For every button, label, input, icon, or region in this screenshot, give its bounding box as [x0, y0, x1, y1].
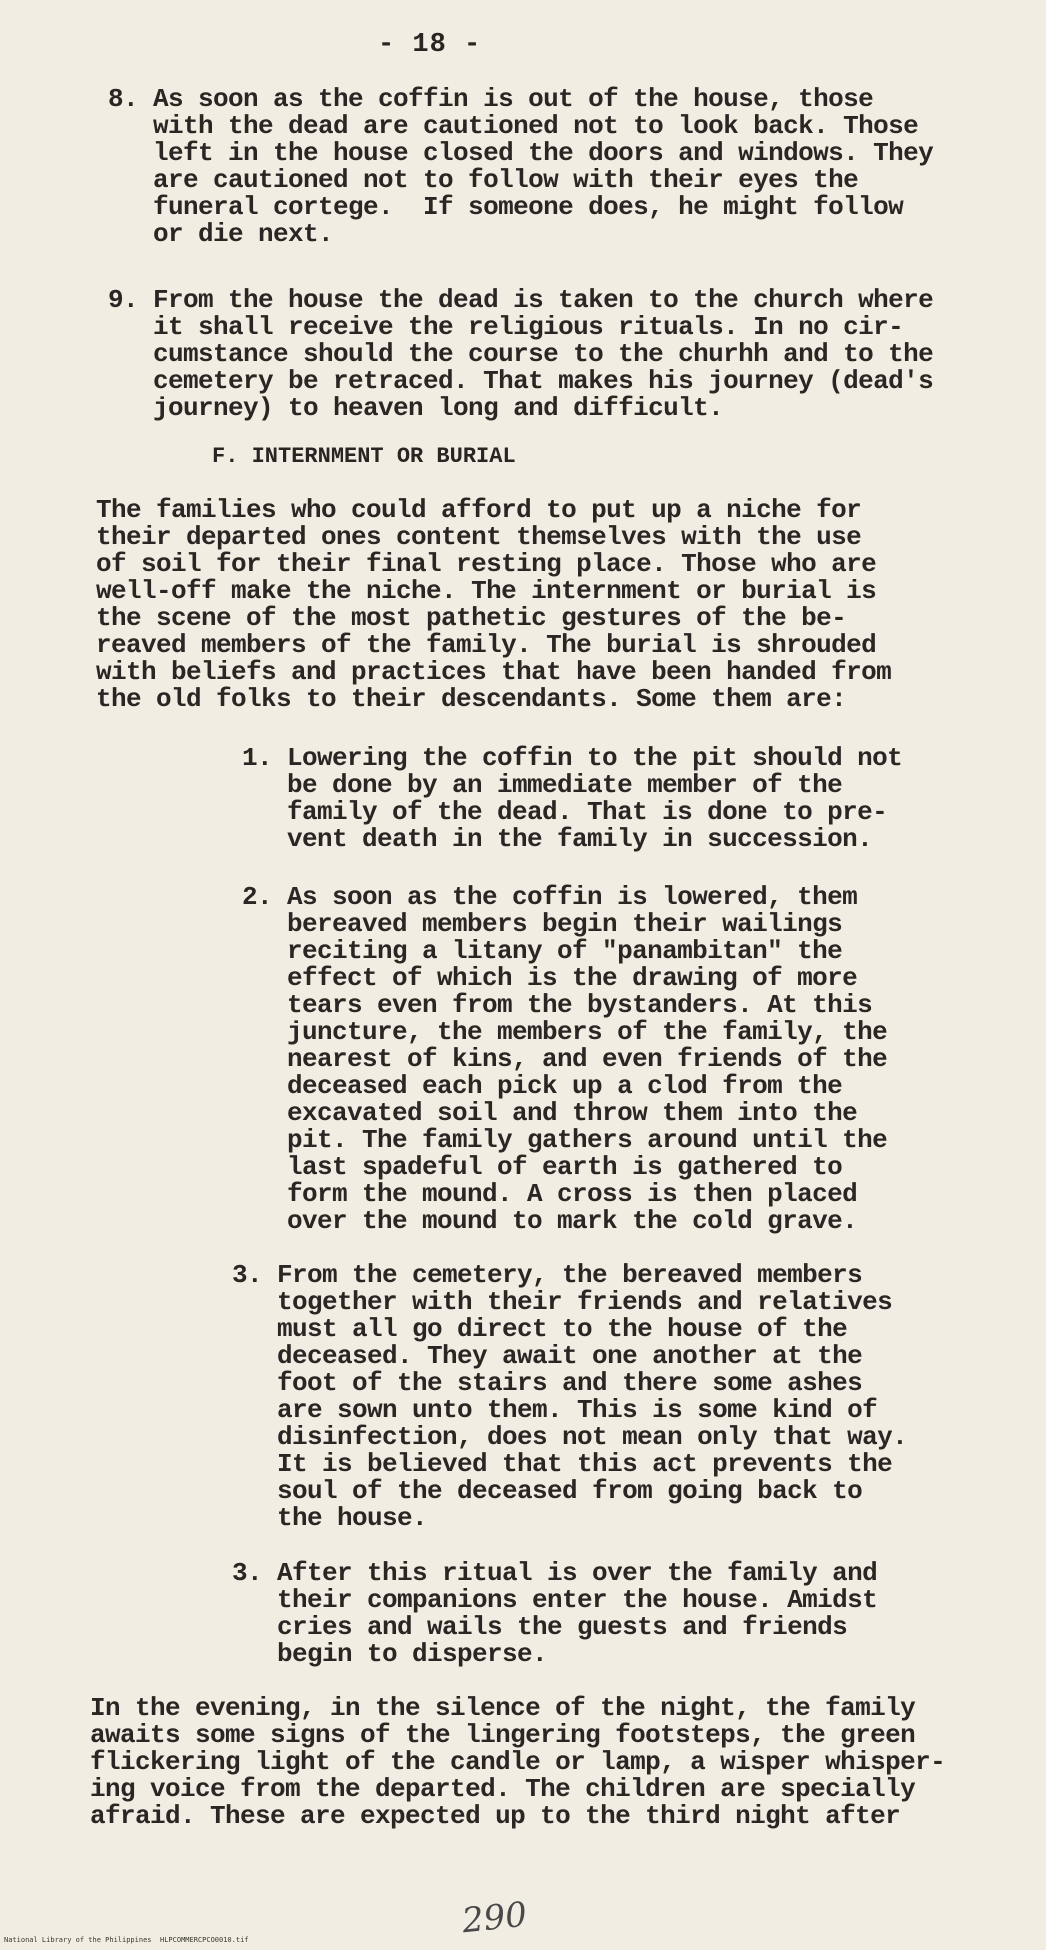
text-line: juncture, the members of the family, the	[242, 1017, 888, 1047]
text-line: their departed ones content themselves with the use	[96, 522, 862, 552]
text-line: well-off make the niche. The internment or burial is	[96, 576, 877, 606]
text-line: or die next.	[108, 219, 334, 249]
text-line: with beliefs and practices that have been handed from	[96, 657, 892, 687]
text-line: 3. From the cemetery, the bereaved members	[232, 1260, 863, 1290]
text-line: are cautioned not to follow with their eyes the	[108, 165, 859, 195]
text-line: begin to disperse.	[232, 1639, 548, 1669]
text-line: reaved members of the family. The burial is shrouded	[96, 630, 877, 660]
text-line: In the evening, in the silence of the night, the family	[90, 1693, 916, 1723]
text-line: 2. As soon as the coffin is lowered, them	[242, 882, 858, 912]
section-heading: F. INTERNMENT OR BURIAL	[212, 444, 516, 469]
text-line: are sown unto them. This is some kind of	[232, 1395, 878, 1425]
footer-library: National Library of the Philippines	[4, 1936, 152, 1944]
text-line: nearest of kins, and even friends of the	[242, 1044, 888, 1074]
text-line: reciting a litany of "panambitan" the	[242, 936, 843, 966]
text-line: cemetery be retraced. That makes his journey (dead's	[108, 366, 934, 396]
text-line: tears even from the bystanders. At this	[242, 990, 873, 1020]
text-line: afraid. These are expected up to the third night after	[90, 1801, 901, 1831]
text-line: with the dead are cautioned not to look back. Those	[108, 111, 919, 141]
text-line: foot of the stairs and there some ashes	[232, 1368, 863, 1398]
text-line: flickering light of the candle or lamp, a wisper whisper-	[90, 1747, 946, 1777]
text-line: left in the house closed the doors and windows. They	[108, 138, 934, 168]
text-line: together with their friends and relatives	[232, 1287, 893, 1317]
footer-filename: HLPCOMMERCPCO0010.tif	[160, 1936, 249, 1944]
text-line: 1. Lowering the coffin to the pit should not	[242, 743, 903, 773]
text-line: The families who could afford to put up a niche for	[96, 495, 862, 525]
text-line: ing voice from the departed. The children are specially	[90, 1774, 916, 1804]
text-line: last spadeful of earth is gathered to	[242, 1152, 843, 1182]
text-line: be done by an immediate member of the	[242, 770, 843, 800]
text-line: disinfection, does not mean only that way.	[232, 1422, 908, 1452]
text-line: 9. From the house the dead is taken to the church where	[108, 285, 934, 315]
text-line: awaits some signs of the lingering footsteps, the green	[90, 1720, 916, 1750]
text-line: the old folks to their descendants. Some them are:	[96, 684, 847, 714]
text-line: funeral cortege. If someone does, he might follow	[108, 192, 904, 222]
text-line: cries and wails the guests and friends	[232, 1612, 848, 1642]
text-line: family of the dead. That is done to pre-	[242, 797, 888, 827]
text-line: deceased each pick up a clod from the	[242, 1071, 843, 1101]
text-line: over the mound to mark the cold grave.	[242, 1206, 858, 1236]
text-line: must all go direct to the house of the	[232, 1314, 848, 1344]
text-line: the house.	[232, 1503, 428, 1533]
text-line: pit. The family gathers around until the	[242, 1125, 888, 1155]
text-line: form the mound. A cross is then placed	[242, 1179, 858, 1209]
text-line: It is believed that this act prevents the	[232, 1449, 893, 1479]
text-line: soul of the deceased from going back to	[232, 1476, 863, 1506]
text-line: it shall receive the religious rituals. In no cir-	[108, 312, 904, 342]
text-line: bereaved members begin their wailings	[242, 909, 843, 939]
text-line: journey) to heaven long and difficult.	[108, 393, 724, 423]
text-line: 8. As soon as the coffin is out of the house, those	[108, 84, 874, 114]
text-line: deceased. They await one another at the	[232, 1341, 863, 1371]
page-number: - 18 -	[378, 30, 482, 60]
text-line: cumstance should the course to the churhh and to the	[108, 339, 934, 369]
text-line: their companions enter the house. Amidst	[232, 1585, 878, 1615]
text-line: of soil for their final resting place. Those who are	[96, 549, 877, 579]
text-line: effect of which is the drawing of more	[242, 963, 858, 993]
text-line: vent death in the family in succession.	[242, 824, 873, 854]
text-line: the scene of the most pathetic gestures of the be-	[96, 603, 847, 633]
text-line: excavated soil and throw them into the	[242, 1098, 858, 1128]
text-line: 3. After this ritual is over the family and	[232, 1558, 878, 1588]
handwritten-page-number: 290	[460, 1894, 529, 1942]
